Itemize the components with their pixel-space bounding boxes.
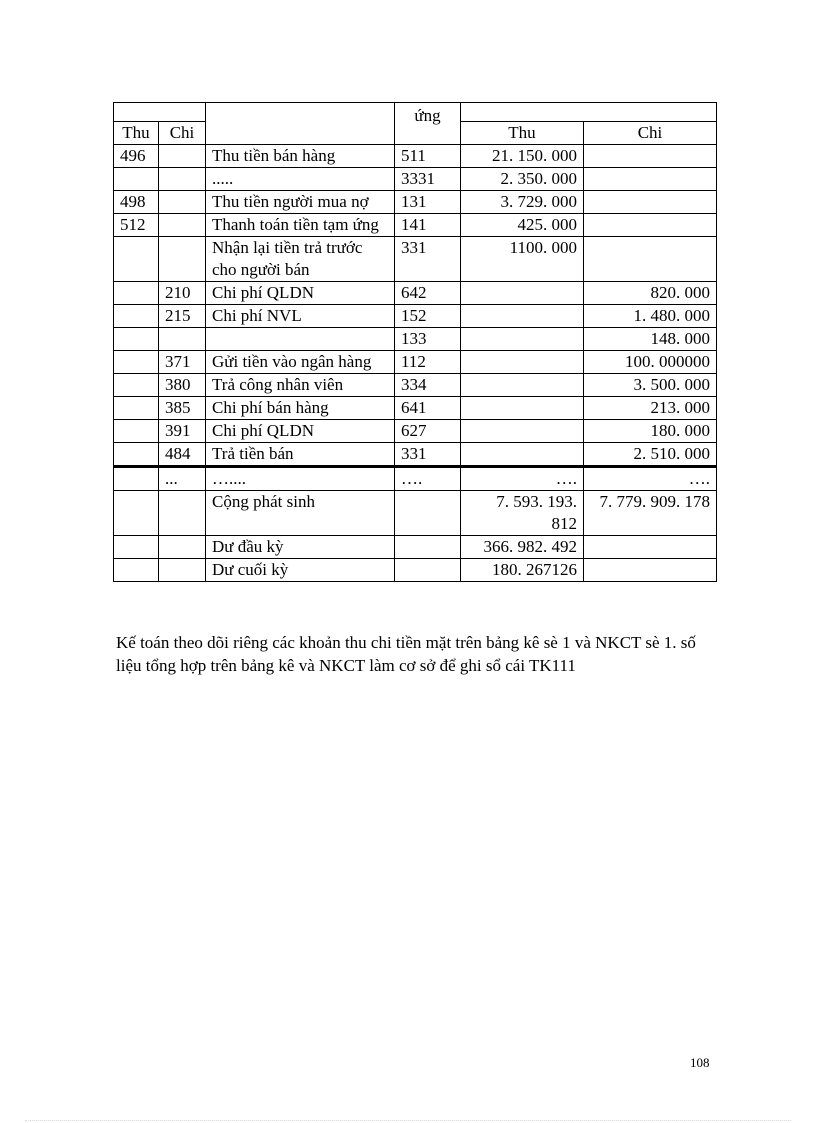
cell-description: Thu tiền bán hàng [206,145,395,168]
cell-amount-chi [584,145,717,168]
cell-account: 141 [395,214,461,237]
table-row [114,145,717,168]
cell-chi-voucher [159,214,206,237]
cell-account: 131 [395,191,461,214]
cell-account: 331 [395,237,461,282]
cell-thu-voucher [114,374,159,397]
cell-description: ..... [206,168,395,191]
cell-amount-thu [461,328,584,351]
table-row [114,536,717,559]
cell-description: Thanh toán tiền tạm ứng [206,214,395,237]
cell-chi-voucher [159,237,206,282]
cell-chi-voucher [159,536,206,559]
cell-amount-thu: …. [461,467,584,491]
cell-chi-voucher [159,145,206,168]
cell-account [395,536,461,559]
table-row [114,191,717,214]
cell-amount-chi [584,214,717,237]
cell-thu-voucher [114,168,159,191]
cell-amount-thu [461,305,584,328]
cell-thu-voucher [114,467,159,491]
cell-description: Chi phí NVL [206,305,395,328]
cell-description [206,328,395,351]
ledger-body [114,103,717,582]
cell-thu-voucher: 496 [114,145,159,168]
cell-account: 641 [395,397,461,420]
header-amount-thu-label: Thu [461,122,584,145]
header-amount-chi-label: Chi [584,122,717,145]
cell-description: Nhận lại tiền trả trước cho người bán [206,237,395,282]
cell-amount-thu [461,374,584,397]
table-row [114,397,717,420]
header-cell-empty [114,103,206,122]
table-row [114,214,717,237]
table-row [114,237,717,282]
table-row [114,559,717,582]
cell-chi-voucher: 385 [159,397,206,420]
cell-account: …. [395,467,461,491]
cell-amount-thu [461,443,584,467]
cell-account: 3331 [395,168,461,191]
cell-amount-chi: 820. 000 [584,282,717,305]
cell-amount-thu: 3. 729. 000 [461,191,584,214]
cell-account: 133 [395,328,461,351]
table-row [114,282,717,305]
cell-account: 511 [395,145,461,168]
cell-chi-voucher: 391 [159,420,206,443]
header-row-top [114,103,717,122]
cell-amount-chi: 1. 480. 000 [584,305,717,328]
cell-amount-chi: 2. 510. 000 [584,443,717,467]
header-cell-desc [206,103,395,145]
cell-amount-thu [461,397,584,420]
table-row [114,168,717,191]
cell-thu-voucher [114,491,159,536]
cell-account: 152 [395,305,461,328]
cell-amount-chi [584,191,717,214]
cell-chi-voucher: 371 [159,351,206,374]
header-account-label: ứng [395,103,461,145]
table-row [114,374,717,397]
cell-thu-voucher [114,305,159,328]
cell-description: Trả công nhân viên [206,374,395,397]
page-number: 108 [690,1055,710,1070]
cell-account [395,559,461,582]
cell-thu-voucher: 512 [114,214,159,237]
cell-description: ….... [206,467,395,491]
cell-amount-chi: 100. 000000 [584,351,717,374]
cell-amount-thu: 7. 593. 193. 812 [461,491,584,536]
cell-chi-voucher [159,328,206,351]
cell-description: Gửi tiền vào ngân hàng [206,351,395,374]
cell-amount-thu: 366. 982. 492 [461,536,584,559]
cell-description: Chi phí QLDN [206,282,395,305]
cell-amount-chi: 148. 000 [584,328,717,351]
cell-amount-thu: 1100. 000 [461,237,584,282]
table-row [114,351,717,374]
table-row [114,443,717,467]
cell-account: 334 [395,374,461,397]
cell-account: 627 [395,420,461,443]
cell-thu-voucher [114,536,159,559]
cell-thu-voucher [114,397,159,420]
cell-description: Trả tiền bán [206,443,395,467]
cell-amount-chi: …. [584,467,717,491]
cell-thu-voucher [114,351,159,374]
cell-amount-thu: 180. 267126 [461,559,584,582]
table-row [114,305,717,328]
cell-thu-voucher: 498 [114,191,159,214]
table-row [114,491,717,536]
cell-amount-chi: 3. 500. 000 [584,374,717,397]
cell-chi-voucher: 380 [159,374,206,397]
header-cell-amount-group [461,103,717,122]
cell-amount-thu [461,420,584,443]
header-thu-label: Thu [114,122,159,145]
cell-description: Chi phí bán hàng [206,397,395,420]
cell-amount-chi: 213. 000 [584,397,717,420]
cell-thu-voucher [114,420,159,443]
cash-ledger-table [113,102,717,582]
cell-thu-voucher [114,559,159,582]
cell-chi-voucher [159,559,206,582]
cell-amount-thu [461,282,584,305]
cell-chi-voucher: 484 [159,443,206,467]
cell-amount-chi [584,559,717,582]
cell-account [395,491,461,536]
header-chi-label: Chi [159,122,206,145]
cell-amount-chi [584,237,717,282]
cell-amount-thu: 425. 000 [461,214,584,237]
cell-thu-voucher [114,237,159,282]
cell-amount-chi: 7. 779. 909. 178 [584,491,717,536]
cell-amount-chi: 180. 000 [584,420,717,443]
table-row [114,328,717,351]
cell-account: 112 [395,351,461,374]
cell-chi-voucher [159,491,206,536]
cell-amount-thu [461,351,584,374]
cell-account: 642 [395,282,461,305]
cell-chi-voucher: ... [159,467,206,491]
cell-description: Thu tiền người mua nợ [206,191,395,214]
cell-thu-voucher [114,282,159,305]
cell-thu-voucher [114,328,159,351]
cell-chi-voucher: 215 [159,305,206,328]
cell-amount-thu: 21. 150. 000 [461,145,584,168]
footer-rule [25,1120,791,1121]
cell-chi-voucher [159,191,206,214]
cell-description: Chi phí QLDN [206,420,395,443]
cell-amount-chi [584,536,717,559]
cell-description: Dư đầu kỳ [206,536,395,559]
cell-description: Dư cuối kỳ [206,559,395,582]
explanatory-note: Kế toán theo dõi riêng các khoản thu chi tiền mặt trên bảng kê sè 1 và NKCT sè 1. số liệu tổng hợp trên bảng kê và NKCT làm cơ sở để ghi sổ cái TK111 [116,633,696,675]
cell-amount-chi [584,168,717,191]
cell-account: 331 [395,443,461,467]
cell-chi-voucher: 210 [159,282,206,305]
table-row [114,420,717,443]
cell-amount-thu: 2. 350. 000 [461,168,584,191]
cell-thu-voucher [114,443,159,467]
cell-description: Cộng phát sinh [206,491,395,536]
table-row [114,467,717,491]
cell-chi-voucher [159,168,206,191]
